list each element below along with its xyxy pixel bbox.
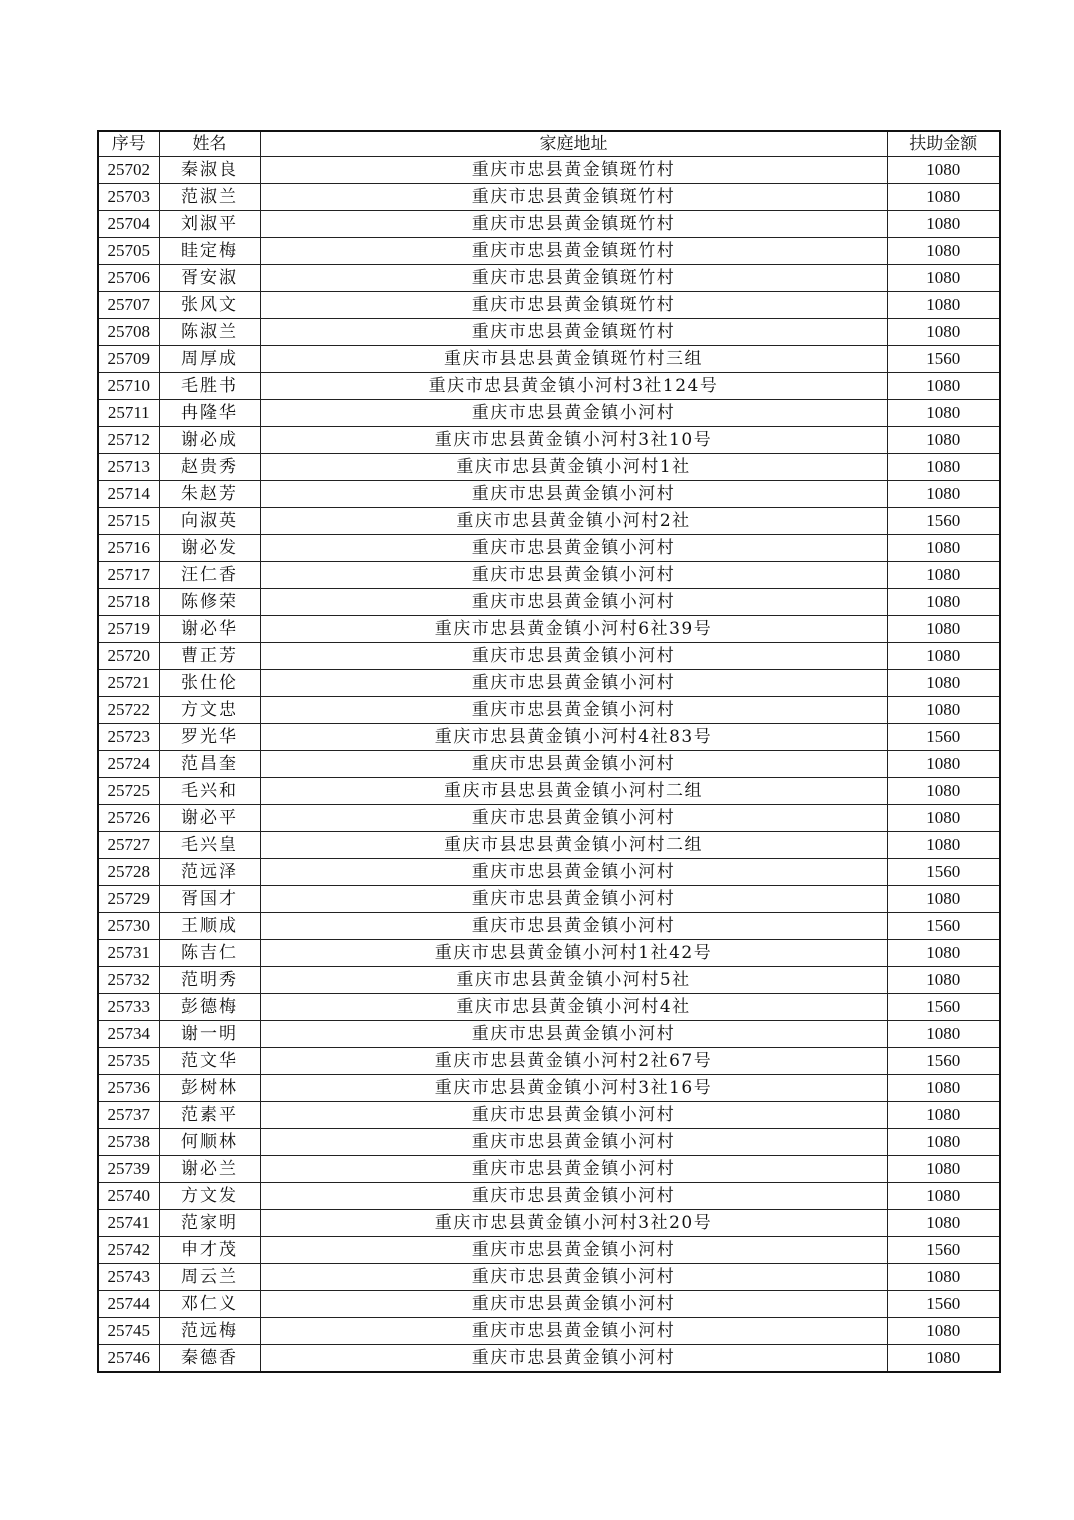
cell-address: 重庆市忠县黄金镇小河村3社10号 (260, 427, 887, 454)
cell-amount: 1080 (887, 643, 1000, 670)
table-row (98, 751, 1000, 778)
table-row (98, 373, 1000, 400)
cell-address: 重庆市忠县黄金镇小河村 (260, 481, 887, 508)
cell-address: 重庆市忠县黄金镇小河村 (260, 1318, 887, 1345)
cell-address: 重庆市县忠县黄金镇斑竹村三组 (260, 346, 887, 373)
cell-amount: 1080 (887, 481, 1000, 508)
cell-amount: 1080 (887, 697, 1000, 724)
cell-address: 重庆市忠县黄金镇小河村 (260, 562, 887, 589)
table-row (98, 886, 1000, 913)
cell-address: 重庆市忠县黄金镇小河村 (260, 1156, 887, 1183)
table-row (98, 994, 1000, 1021)
cell-amount: 1080 (887, 454, 1000, 481)
cell-address: 重庆市忠县黄金镇小河村2社67号 (260, 1048, 887, 1075)
cell-amount: 1560 (887, 859, 1000, 886)
table-row (98, 265, 1000, 292)
cell-address: 重庆市忠县黄金镇小河村 (260, 1021, 887, 1048)
table-row (98, 184, 1000, 211)
table-row (98, 1345, 1000, 1373)
cell-id: 25719 (98, 616, 159, 643)
cell-id: 25743 (98, 1264, 159, 1291)
cell-name: 冉隆华 (159, 400, 260, 427)
cell-address: 重庆市忠县黄金镇斑竹村 (260, 211, 887, 238)
cell-name: 罗光华 (159, 724, 260, 751)
table-row (98, 157, 1000, 184)
cell-name: 彭德梅 (159, 994, 260, 1021)
cell-address: 重庆市忠县黄金镇小河村 (260, 697, 887, 724)
cell-id: 25713 (98, 454, 159, 481)
cell-id: 25717 (98, 562, 159, 589)
table-row (98, 1210, 1000, 1237)
table-row (98, 589, 1000, 616)
cell-id: 25711 (98, 400, 159, 427)
table-row (98, 1237, 1000, 1264)
cell-name: 彭树林 (159, 1075, 260, 1102)
cell-name: 赵贵秀 (159, 454, 260, 481)
cell-name: 秦淑良 (159, 157, 260, 184)
cell-amount: 1080 (887, 1156, 1000, 1183)
cell-id: 25710 (98, 373, 159, 400)
cell-amount: 1560 (887, 1291, 1000, 1318)
cell-name: 范远泽 (159, 859, 260, 886)
header-name: 姓名 (159, 131, 260, 157)
cell-amount: 1080 (887, 562, 1000, 589)
cell-address: 重庆市忠县黄金镇小河村2社 (260, 508, 887, 535)
cell-id: 25706 (98, 265, 159, 292)
cell-amount: 1080 (887, 292, 1000, 319)
cell-name: 谢必成 (159, 427, 260, 454)
table-row (98, 1183, 1000, 1210)
cell-amount: 1080 (887, 1021, 1000, 1048)
cell-address: 重庆市忠县黄金镇小河村 (260, 805, 887, 832)
table-row (98, 778, 1000, 805)
cell-amount: 1560 (887, 994, 1000, 1021)
cell-address: 重庆市忠县黄金镇小河村 (260, 535, 887, 562)
cell-name: 周云兰 (159, 1264, 260, 1291)
cell-id: 25716 (98, 535, 159, 562)
table-row (98, 1102, 1000, 1129)
table-row (98, 1318, 1000, 1345)
cell-id: 25733 (98, 994, 159, 1021)
cell-amount: 1080 (887, 535, 1000, 562)
cell-id: 25736 (98, 1075, 159, 1102)
table-row (98, 940, 1000, 967)
table-header-row (98, 131, 1000, 157)
cell-address: 重庆市忠县黄金镇小河村 (260, 1129, 887, 1156)
cell-amount: 1560 (887, 346, 1000, 373)
cell-id: 25715 (98, 508, 159, 535)
cell-name: 范素平 (159, 1102, 260, 1129)
cell-name: 范文华 (159, 1048, 260, 1075)
cell-address: 重庆市忠县黄金镇斑竹村 (260, 157, 887, 184)
table-row (98, 967, 1000, 994)
cell-id: 25746 (98, 1345, 159, 1373)
cell-address: 重庆市忠县黄金镇小河村1社 (260, 454, 887, 481)
cell-address: 重庆市县忠县黄金镇小河村二组 (260, 832, 887, 859)
cell-amount: 1560 (887, 1237, 1000, 1264)
cell-name: 范明秀 (159, 967, 260, 994)
cell-amount: 1080 (887, 1264, 1000, 1291)
table-row (98, 481, 1000, 508)
cell-amount: 1080 (887, 157, 1000, 184)
cell-address: 重庆市忠县黄金镇小河村 (260, 643, 887, 670)
cell-amount: 1080 (887, 319, 1000, 346)
table-row (98, 319, 1000, 346)
cell-id: 25707 (98, 292, 159, 319)
cell-address: 重庆市忠县黄金镇小河村 (260, 670, 887, 697)
cell-name: 胥安淑 (159, 265, 260, 292)
cell-address: 重庆市忠县黄金镇小河村 (260, 886, 887, 913)
cell-address: 重庆市忠县黄金镇小河村4社83号 (260, 724, 887, 751)
cell-amount: 1080 (887, 400, 1000, 427)
cell-name: 秦德香 (159, 1345, 260, 1373)
cell-name: 王顺成 (159, 913, 260, 940)
table-row (98, 292, 1000, 319)
cell-id: 25731 (98, 940, 159, 967)
cell-name: 谢必平 (159, 805, 260, 832)
cell-id: 25712 (98, 427, 159, 454)
cell-address: 重庆市县忠县黄金镇小河村二组 (260, 778, 887, 805)
table-row (98, 805, 1000, 832)
cell-amount: 1080 (887, 211, 1000, 238)
cell-name: 范淑兰 (159, 184, 260, 211)
cell-name: 谢必华 (159, 616, 260, 643)
cell-address: 重庆市忠县黄金镇小河村 (260, 1291, 887, 1318)
subsidy-table (97, 130, 1001, 1373)
table-row (98, 1129, 1000, 1156)
cell-address: 重庆市忠县黄金镇斑竹村 (260, 238, 887, 265)
cell-address: 重庆市忠县黄金镇小河村1社42号 (260, 940, 887, 967)
cell-amount: 1080 (887, 373, 1000, 400)
cell-id: 25721 (98, 670, 159, 697)
cell-amount: 1080 (887, 805, 1000, 832)
cell-amount: 1080 (887, 940, 1000, 967)
cell-name: 向淑英 (159, 508, 260, 535)
cell-id: 25738 (98, 1129, 159, 1156)
cell-amount: 1080 (887, 1210, 1000, 1237)
table-row (98, 670, 1000, 697)
cell-amount: 1080 (887, 427, 1000, 454)
cell-address: 重庆市忠县黄金镇小河村 (260, 751, 887, 778)
table-row (98, 508, 1000, 535)
table-row (98, 1156, 1000, 1183)
cell-amount: 1080 (887, 1345, 1000, 1373)
cell-name: 申才茂 (159, 1237, 260, 1264)
cell-amount: 1080 (887, 778, 1000, 805)
cell-id: 25739 (98, 1156, 159, 1183)
cell-address: 重庆市忠县黄金镇斑竹村 (260, 265, 887, 292)
table-row (98, 427, 1000, 454)
cell-address: 重庆市忠县黄金镇小河村4社 (260, 994, 887, 1021)
header-id: 序号 (98, 131, 159, 157)
cell-address: 重庆市忠县黄金镇小河村3社16号 (260, 1075, 887, 1102)
cell-amount: 1560 (887, 724, 1000, 751)
cell-id: 25720 (98, 643, 159, 670)
table-row (98, 238, 1000, 265)
cell-amount: 1080 (887, 184, 1000, 211)
cell-name: 张仕伦 (159, 670, 260, 697)
cell-name: 刘淑平 (159, 211, 260, 238)
cell-id: 25708 (98, 319, 159, 346)
table-row (98, 562, 1000, 589)
cell-id: 25722 (98, 697, 159, 724)
cell-amount: 1080 (887, 1318, 1000, 1345)
cell-address: 重庆市忠县黄金镇小河村 (260, 400, 887, 427)
cell-id: 25705 (98, 238, 159, 265)
cell-name: 范昌奎 (159, 751, 260, 778)
cell-id: 25725 (98, 778, 159, 805)
cell-address: 重庆市忠县黄金镇小河村 (260, 1237, 887, 1264)
cell-name: 曹正芳 (159, 643, 260, 670)
cell-id: 25732 (98, 967, 159, 994)
table-row (98, 1264, 1000, 1291)
table-body (98, 157, 1000, 1373)
cell-amount: 1080 (887, 670, 1000, 697)
cell-id: 25740 (98, 1183, 159, 1210)
table-row (98, 697, 1000, 724)
cell-name: 毛兴皇 (159, 832, 260, 859)
cell-amount: 1080 (887, 1129, 1000, 1156)
cell-name: 胥国才 (159, 886, 260, 913)
cell-amount: 1080 (887, 751, 1000, 778)
cell-name: 朱赵芳 (159, 481, 260, 508)
table-row (98, 1021, 1000, 1048)
cell-id: 25745 (98, 1318, 159, 1345)
cell-amount: 1080 (887, 265, 1000, 292)
table-row (98, 346, 1000, 373)
table-row (98, 211, 1000, 238)
table-row (98, 535, 1000, 562)
cell-name: 汪仁香 (159, 562, 260, 589)
cell-id: 25742 (98, 1237, 159, 1264)
cell-name: 陈吉仁 (159, 940, 260, 967)
cell-amount: 1560 (887, 1048, 1000, 1075)
cell-address: 重庆市忠县黄金镇小河村 (260, 1264, 887, 1291)
cell-address: 重庆市忠县黄金镇斑竹村 (260, 184, 887, 211)
cell-amount: 1560 (887, 913, 1000, 940)
cell-id: 25744 (98, 1291, 159, 1318)
cell-address: 重庆市忠县黄金镇小河村 (260, 1183, 887, 1210)
cell-id: 25702 (98, 157, 159, 184)
table-row (98, 643, 1000, 670)
cell-id: 25709 (98, 346, 159, 373)
cell-amount: 1080 (887, 1075, 1000, 1102)
cell-name: 陈修荣 (159, 589, 260, 616)
cell-amount: 1080 (887, 886, 1000, 913)
cell-amount: 1560 (887, 508, 1000, 535)
cell-address: 重庆市忠县黄金镇小河村3社124号 (260, 373, 887, 400)
cell-name: 眭定梅 (159, 238, 260, 265)
cell-id: 25724 (98, 751, 159, 778)
cell-amount: 1080 (887, 238, 1000, 265)
cell-id: 25727 (98, 832, 159, 859)
cell-name: 张风文 (159, 292, 260, 319)
cell-id: 25729 (98, 886, 159, 913)
cell-amount: 1080 (887, 589, 1000, 616)
cell-name: 谢必发 (159, 535, 260, 562)
cell-name: 周厚成 (159, 346, 260, 373)
cell-id: 25728 (98, 859, 159, 886)
cell-id: 25723 (98, 724, 159, 751)
cell-name: 范远梅 (159, 1318, 260, 1345)
cell-id: 25734 (98, 1021, 159, 1048)
cell-amount: 1080 (887, 1183, 1000, 1210)
cell-name: 范家明 (159, 1210, 260, 1237)
cell-id: 25718 (98, 589, 159, 616)
cell-address: 重庆市忠县黄金镇斑竹村 (260, 319, 887, 346)
cell-address: 重庆市忠县黄金镇小河村5社 (260, 967, 887, 994)
cell-name: 何顺林 (159, 1129, 260, 1156)
cell-address: 重庆市忠县黄金镇斑竹村 (260, 292, 887, 319)
cell-address: 重庆市忠县黄金镇小河村 (260, 913, 887, 940)
cell-address: 重庆市忠县黄金镇小河村 (260, 859, 887, 886)
cell-amount: 1080 (887, 967, 1000, 994)
table-row (98, 1075, 1000, 1102)
cell-address: 重庆市忠县黄金镇小河村3社20号 (260, 1210, 887, 1237)
table-row (98, 1291, 1000, 1318)
table-row (98, 400, 1000, 427)
table-row (98, 724, 1000, 751)
cell-address: 重庆市忠县黄金镇小河村 (260, 1345, 887, 1373)
header-amount: 扶助金额 (887, 131, 1000, 157)
cell-address: 重庆市忠县黄金镇小河村 (260, 1102, 887, 1129)
cell-name: 邓仁义 (159, 1291, 260, 1318)
cell-id: 25703 (98, 184, 159, 211)
cell-id: 25726 (98, 805, 159, 832)
cell-id: 25735 (98, 1048, 159, 1075)
table-row (98, 832, 1000, 859)
cell-amount: 1080 (887, 1102, 1000, 1129)
cell-name: 谢一明 (159, 1021, 260, 1048)
cell-name: 毛胜书 (159, 373, 260, 400)
cell-name: 谢必兰 (159, 1156, 260, 1183)
table-row (98, 1048, 1000, 1075)
header-address: 家庭地址 (260, 131, 887, 157)
cell-amount: 1080 (887, 616, 1000, 643)
cell-id: 25741 (98, 1210, 159, 1237)
cell-name: 陈淑兰 (159, 319, 260, 346)
cell-name: 方文忠 (159, 697, 260, 724)
cell-id: 25714 (98, 481, 159, 508)
cell-id: 25737 (98, 1102, 159, 1129)
table-row (98, 913, 1000, 940)
table-row (98, 616, 1000, 643)
cell-address: 重庆市忠县黄金镇小河村 (260, 589, 887, 616)
cell-amount: 1080 (887, 832, 1000, 859)
table-row (98, 859, 1000, 886)
table-row (98, 454, 1000, 481)
cell-address: 重庆市忠县黄金镇小河村6社39号 (260, 616, 887, 643)
cell-id: 25730 (98, 913, 159, 940)
cell-name: 毛兴和 (159, 778, 260, 805)
cell-name: 方文发 (159, 1183, 260, 1210)
cell-id: 25704 (98, 211, 159, 238)
